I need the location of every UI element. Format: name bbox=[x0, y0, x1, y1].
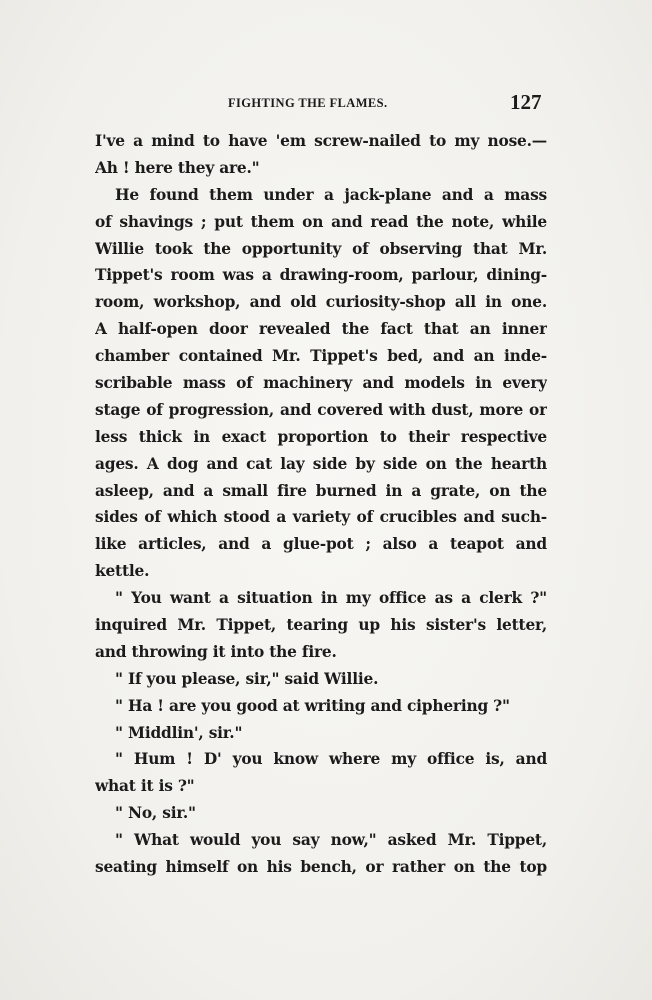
text-line: sides of which stood a variety of crucibles and such- bbox=[95, 508, 547, 527]
text-line: I've a mind to have 'em screw-nailed to my nose.— bbox=[95, 132, 547, 150]
text-line: of shavings ; put them on and read the note, while bbox=[95, 212, 547, 231]
text-line: scribable mass of machinery and models in every bbox=[95, 374, 547, 393]
text-line: " No, sir." bbox=[115, 804, 196, 823]
body-text bbox=[95, 128, 547, 881]
text-line: He found them under a jack-plane and a mass bbox=[115, 185, 547, 204]
text-line: Ah ! here they are." bbox=[95, 158, 260, 177]
text-line: Tippet's room was a drawing-room, parlour, dining- bbox=[95, 266, 547, 285]
text-line: A half-open door revealed the fact that an inner bbox=[95, 320, 547, 339]
text-line: what it is ?" bbox=[95, 777, 195, 796]
text-line: stage of progression, and covered with dust, more or bbox=[95, 400, 547, 419]
text-line: " Hum ! D' you know where my office is, and bbox=[115, 750, 547, 769]
text-line: " You want a situation in my office as a clerk ?" bbox=[115, 589, 547, 608]
text-line: and throwing it into the fire. bbox=[95, 642, 337, 661]
text-line: like articles, and a glue-pot ; also a teapot and bbox=[95, 535, 547, 554]
text-line: room, workshop, and old curiosity-shop all in one. bbox=[95, 293, 547, 312]
text-line: kettle. bbox=[95, 562, 150, 581]
text-line: " What would you say now," asked Mr. Tippet, bbox=[115, 831, 547, 850]
text-line: seating himself on his bench, or rather on the top bbox=[95, 858, 547, 877]
text-line: asleep, and a small fire burned in a grate, on the bbox=[95, 481, 547, 500]
running-title: FIGHTING THE FLAMES. bbox=[228, 96, 388, 110]
text-line: " Ha ! are you good at writing and ciphering ?" bbox=[115, 696, 510, 715]
text-line: Willie took the opportunity of observing that Mr. bbox=[95, 239, 547, 258]
running-head bbox=[0, 92, 652, 116]
text-line: " Middlin', sir." bbox=[115, 723, 243, 742]
text-line: inquired Mr. Tippet, tearing up his sister's letter, bbox=[95, 616, 547, 635]
text-line: ages. A dog and cat lay side by side on the hearth bbox=[95, 454, 547, 473]
text-line: chamber contained Mr. Tippet's bed, and an inde- bbox=[95, 347, 547, 366]
text-line: less thick in exact proportion to their respective bbox=[95, 427, 547, 446]
text-line: " If you please, sir," said Willie. bbox=[115, 669, 379, 688]
page-number: 127 bbox=[510, 90, 542, 114]
